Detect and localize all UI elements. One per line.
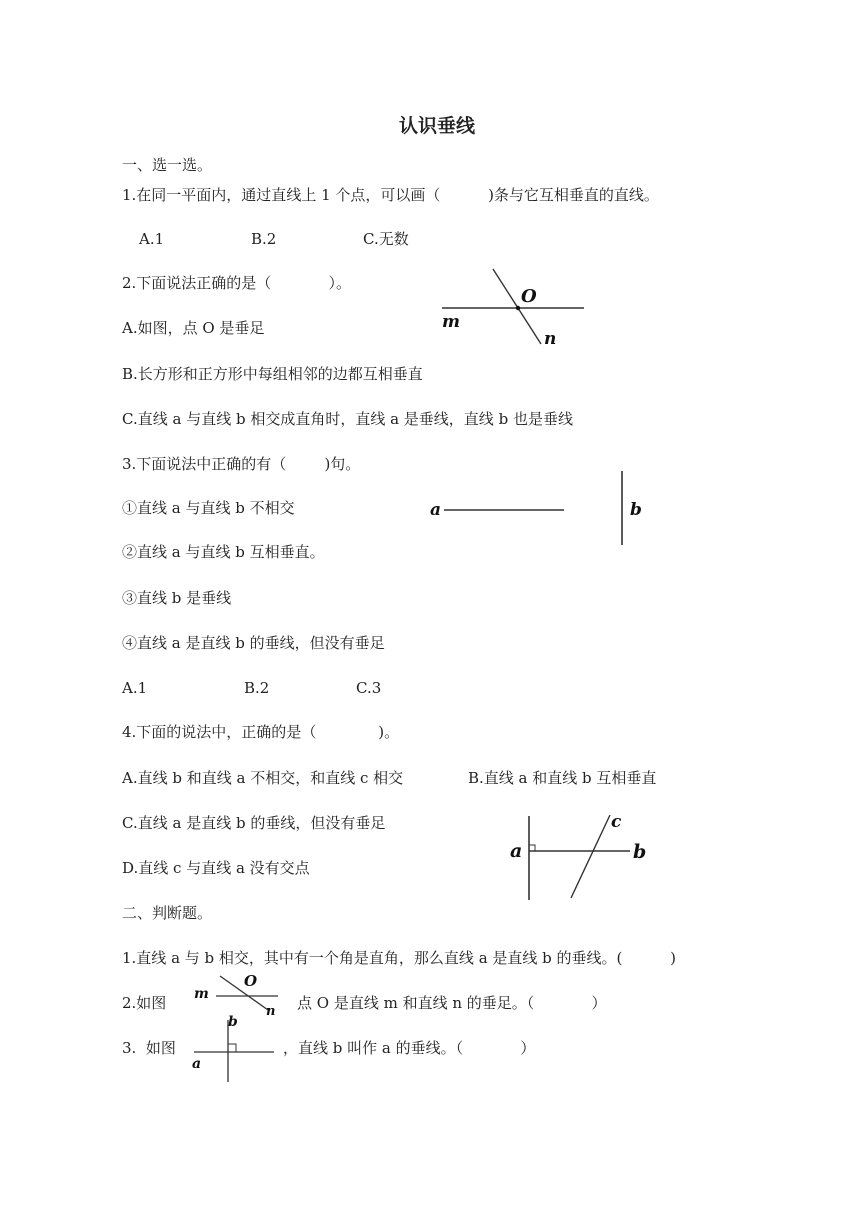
q3-label-a: a [430, 500, 442, 520]
q2-point-o [516, 306, 520, 310]
q2-figure-intersecting-lines [438, 266, 588, 348]
judge-2-figure [192, 970, 284, 1019]
page-title: 认识垂线 [399, 115, 476, 137]
q3-option-c: C.3 [356, 679, 382, 697]
j3-label-b: b [228, 1014, 238, 1030]
judge-2-prefix: 2.如图 [122, 994, 167, 1012]
q2-label-o: O [521, 286, 537, 307]
q3-figure-lines-a-b [428, 468, 648, 548]
q1-option-b: B.2 [251, 230, 277, 248]
section-heading-judge: 二、判断题。 [122, 904, 213, 922]
j2-label-n: n [266, 1004, 276, 1019]
q4-option-b: B.直线 a 和直线 b 互相垂直 [468, 769, 657, 787]
q2-option-a: A.如图，点 O 是垂足 [122, 319, 265, 337]
q4-label-c: c [611, 812, 622, 832]
judge-2-suffix: 点 O 是直线 m 和直线 n 的垂足。（ ） [297, 994, 607, 1012]
question-4-text: 4.下面的说法中，正确的是（ )。 [122, 723, 400, 741]
judge-3-suffix: ，直线 b 叫作 a 的垂线。（ ） [283, 1039, 536, 1057]
q3-option-a: A.1 [122, 679, 148, 697]
question-2-text: 2.下面说法正确的是（ ）。 [122, 274, 352, 292]
q3-option-b: B.2 [244, 679, 270, 697]
q4-right-angle-mark [529, 845, 535, 851]
q4-label-b: b [633, 841, 647, 863]
j2-label-m: m [194, 986, 209, 1002]
q2-label-n: n [544, 329, 557, 349]
q4-figure-lines-a-b-c [508, 812, 668, 904]
question-1-text: 1.在同一平面内，通过直线上 1 个点，可以画（ )条与它互相垂直的直线。 [122, 186, 659, 204]
q3-label-b: b [630, 500, 642, 520]
q3-statement-1: ①直线 a 与直线 b 不相交 [122, 499, 295, 517]
j2-label-o: O [244, 972, 258, 990]
judge-3-figure [188, 1012, 280, 1084]
q4-option-c: C.直线 a 是直线 b 的垂线，但没有垂足 [122, 814, 386, 832]
judge-3-prefix: 3. 如图 [122, 1039, 176, 1057]
q2-label-m: m [442, 312, 460, 332]
q3-statement-2: ②直线 a 与直线 b 互相垂直。 [122, 543, 325, 561]
q3-statement-3: ③直线 b 是垂线 [122, 589, 232, 607]
q3-statement-4: ④直线 a 是直线 b 的垂线，但没有垂足 [122, 634, 385, 652]
q4-option-a: A.直线 b 和直线 a 不相交，和直线 c 相交 [122, 769, 404, 787]
q1-option-a: A.1 [139, 230, 165, 248]
judge-1-text: 1.直线 a 与 b 相交，其中有一个角是直角，那么直线 a 是直线 b 的垂线。( ) [122, 949, 676, 967]
q1-option-c: C.无数 [363, 230, 409, 248]
q2-option-b: B.长方形和正方形中每组相邻的边都互相垂直 [122, 365, 423, 383]
j3-right-angle-mark [228, 1044, 236, 1052]
q4-label-a: a [510, 840, 523, 862]
q4-line-c [571, 815, 610, 898]
section-heading-choice: 一、选一选。 [122, 156, 213, 174]
q2-option-c: C.直线 a 与直线 b 相交成直角时，直线 a 是垂线，直线 b 也是垂线 [122, 410, 573, 428]
q4-option-d: D.直线 c 与直线 a 没有交点 [122, 859, 310, 877]
j3-label-a: a [192, 1056, 202, 1072]
question-3-text: 3.下面说法中正确的有（ )句。 [122, 455, 361, 473]
